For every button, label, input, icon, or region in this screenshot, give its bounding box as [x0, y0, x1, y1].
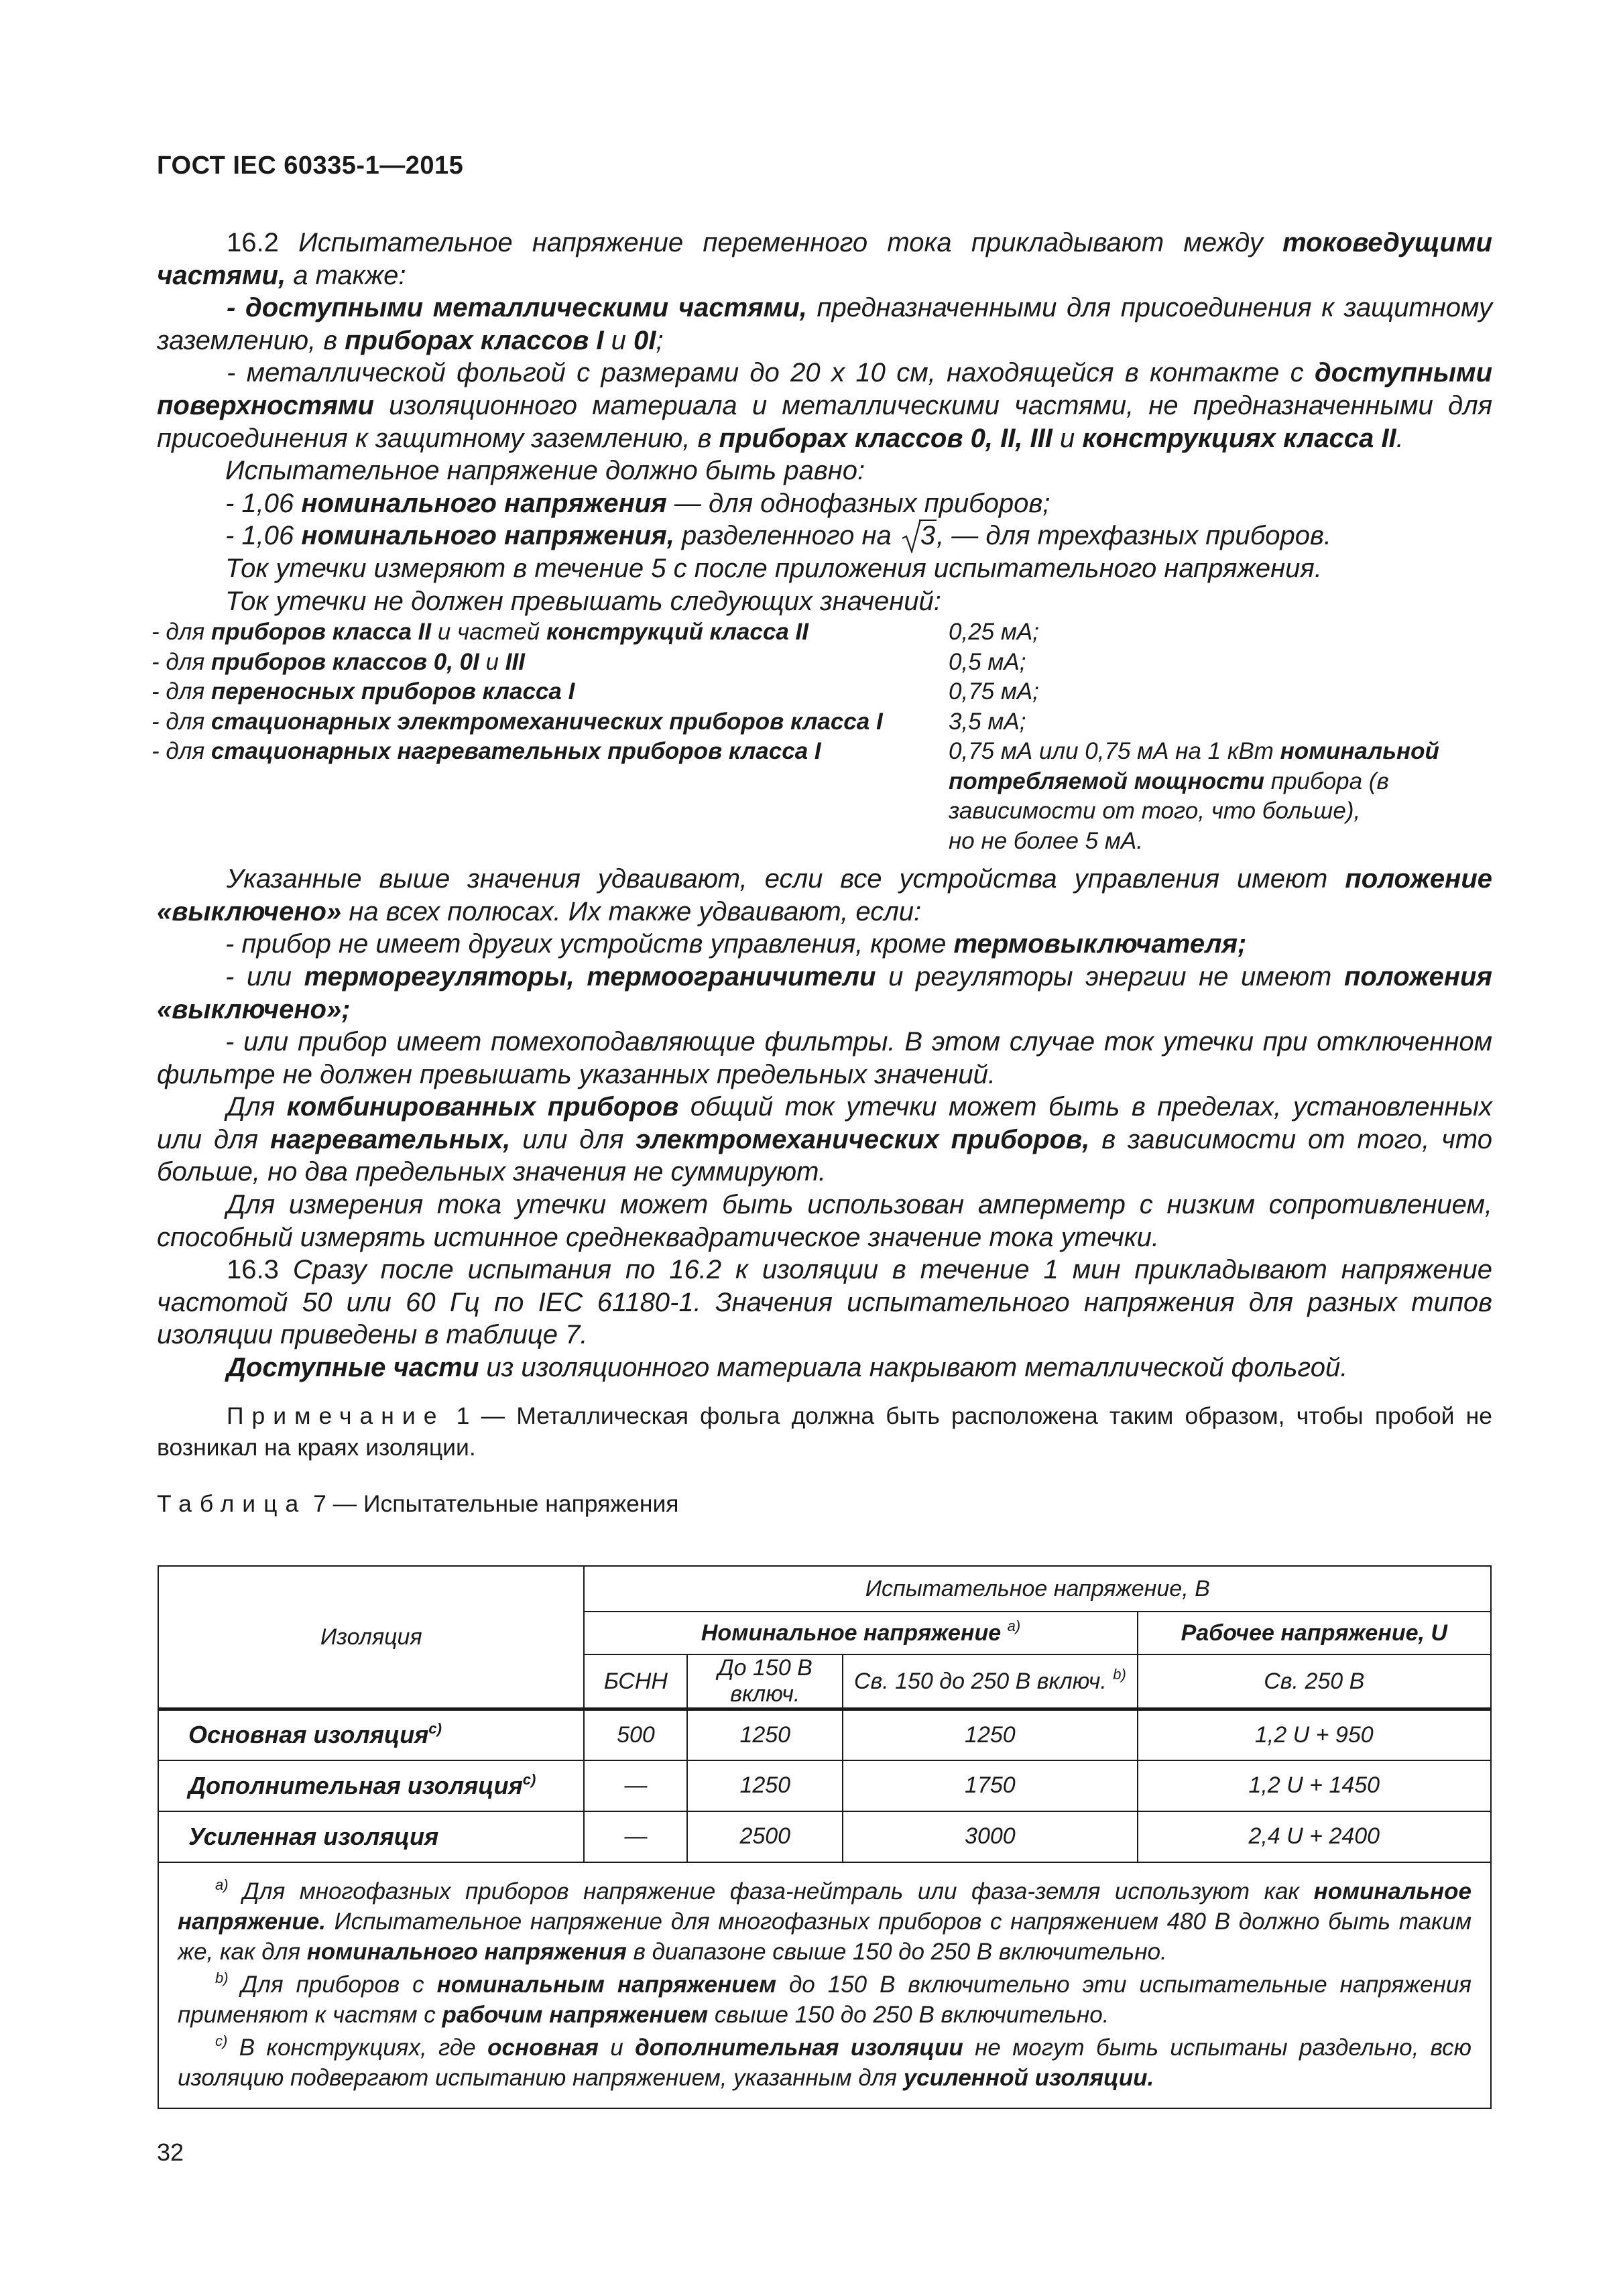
list-item: - для приборов класса II и частей конструкций класса II 0,25 мА; [152, 619, 1039, 646]
test-voltage-single-phase: - 1,06 номинального напряжения — для однофазных приборов; [225, 488, 1050, 518]
list-item: - для приборов классов 0, 0I и III 0,5 мА; [152, 648, 1026, 675]
double-condition-3: - или прибор имеет помехоподавляющие фильтры. В этом случае ток утечки при отключенном фильтре не должен превышать указанных предельных значений. [157, 1027, 1492, 1089]
header-working-voltage: Рабочее напряжение, U [1138, 1612, 1491, 1654]
page-number: 32 [157, 2138, 184, 2166]
table-caption: Таблица 7 — Испытательные напряжения [157, 1490, 679, 1517]
subheader-over-250: Св. 250 В [1138, 1654, 1491, 1709]
subheader-selv: БСНН [584, 1654, 687, 1709]
footnote-c: $^{c)}$ В конструкциях, где основная и дополнительная изоляции не могут быть испытаны раздельно, всю изоляцию подвергают испытанию напряжением, указанным для усиленной изоляции. [178, 2032, 1471, 2091]
document-code: ГОСТ IEC 60335-1—2015 [157, 152, 464, 180]
list-item: - для стационарных электромеханических приборов класса I 3,5 мА; [152, 708, 1026, 735]
main-text [152, 227, 1493, 1518]
ammeter-text: Для измерения тока утечки может быть использован амперметр с низким сопротивлением, способный измерять истинное среднеквадратическое значение тока утечки. [157, 1190, 1492, 1252]
table-row: Основная изоляция$^{c)}$ 500 1250 1250 1,2 U + 950 [158, 1709, 1491, 1760]
radical-icon [902, 518, 922, 553]
header-nominal-voltage: Номинальное напряжение $^{а)}$ [584, 1612, 1137, 1654]
header-insulation: Изоляция [158, 1566, 584, 1709]
clause-16-2-item-2: - металлической фольгой с размерами до 20 х 10 см, находящейся в контакте с доступными поверхностями изоляционного материала и металлическими частями, не предназначенными для присоединения к защитному заземлению, в приборах классов 0, II, III и конструкциях класса II. [157, 358, 1492, 453]
leak-limit-intro: Ток утечки не должен превышать следующих значений: [225, 586, 941, 616]
table-footnotes-row [158, 1862, 1491, 2108]
footnote-b: $^{b)}$ Для приборов с номинальным напряжением до 150 В включительно эти испытательные напряжения применяют к частям с рабочим напряжением свыше 150 до 250 В включительно. [178, 1969, 1471, 2028]
table-row: Дополнительная изоляция$^{c)}$ — 1250 1750 1,2 U + 1450 [158, 1760, 1491, 1811]
clause-16-3: 16.3 Сразу после испытания по 16.2 к изоляции в течение 1 мин прикладывают напряжение частотой 50 или 60 Гц по IEC 61180-1. Значения испытательного напряжения для разных типов изоляции приведены в таблице 7. [157, 1255, 1492, 1350]
combined-appliances-text: Для комбинированных приборов общий ток утечки может быть в пределах, установленных или для нагревательных, или для электромеханических приборов, в зависимости от того, что больше, но два предельных значения не суммируют. [157, 1092, 1493, 1187]
list-item: - для переносных приборов класса I 0,75 мА; [152, 678, 1039, 705]
double-values-text: Указанные выше значения удваивают, если все устройства управления имеют положение «выключено» на всех полюсах. Их также удваивают, если: [157, 864, 1492, 926]
table-footnotes [158, 1862, 1491, 2108]
test-voltage-three-phase: - 1,06 номинального напряжения, разделенного на 3, — для трехфазных приборов. [157, 520, 1492, 552]
list-item: - для стационарных нагревательных приборов класса I 0,75 мА или 0,75 мА на 1 кВт номинальной потребляемой мощности прибора (в зависимости от того, что больше), но не более 5 мА. [152, 738, 1439, 854]
subheader-up-to-150: До 150 В включ. [687, 1654, 843, 1709]
leak-measure-text: Ток утечки измеряют в течение 5 с после приложения испытательного напряжения. [225, 553, 1322, 583]
header-test-voltage: Испытательное напряжение, В [584, 1566, 1491, 1612]
subheader-150-250: Св. 150 до 250 В включ. $^{b)}$ [843, 1654, 1137, 1709]
note-1: Примечание 1 — Металлическая фольга должна быть расположена таким образом, чтобы пробой не возникал на краях изоляции. [157, 1402, 1492, 1461]
test-voltage-table [158, 1565, 1492, 2109]
square-root-sign: 3 [902, 520, 937, 552]
table-row: Усиленная изоляция — 2500 3000 2,4 U + 2400 [158, 1811, 1491, 1862]
foil-text: Доступные части из изоляционного материала накрывают металлической фольгой. [227, 1353, 1348, 1383]
table-header-row [158, 1566, 1491, 1612]
leakage-limits-list [152, 617, 1492, 856]
clause-16-2-item-1: - доступными металлическими частями, предназначенными для присоединения к защитному заземлению, в приборах классов I и 0I; [157, 293, 1492, 355]
double-condition-2: - или терморегуляторы, термоограничители и регуляторы энергии не имеют положения «выключено»; [157, 961, 1492, 1024]
footnote-a: $^{а)}$ Для многофазных приборов напряжение фаза-нейтраль или фаза-земля используют как номинальное напряжение. Испытательное напряжение для многофазных приборов с напряжением 480 В должно быть таким же, как для номинального напряжения в диапазоне свыше 150 до 250 В включительно. [178, 1876, 1471, 1965]
double-condition-1: - прибор не имеет других устройств управления, кроме термовыключателя; [225, 929, 1247, 959]
test-voltage-intro: Испытательное напряжение должно быть равно: [225, 456, 865, 486]
clause-16-2: 16.2 Испытательное напряжение переменного тока прикладывают между токоведущими частями, а также: [157, 228, 1492, 290]
